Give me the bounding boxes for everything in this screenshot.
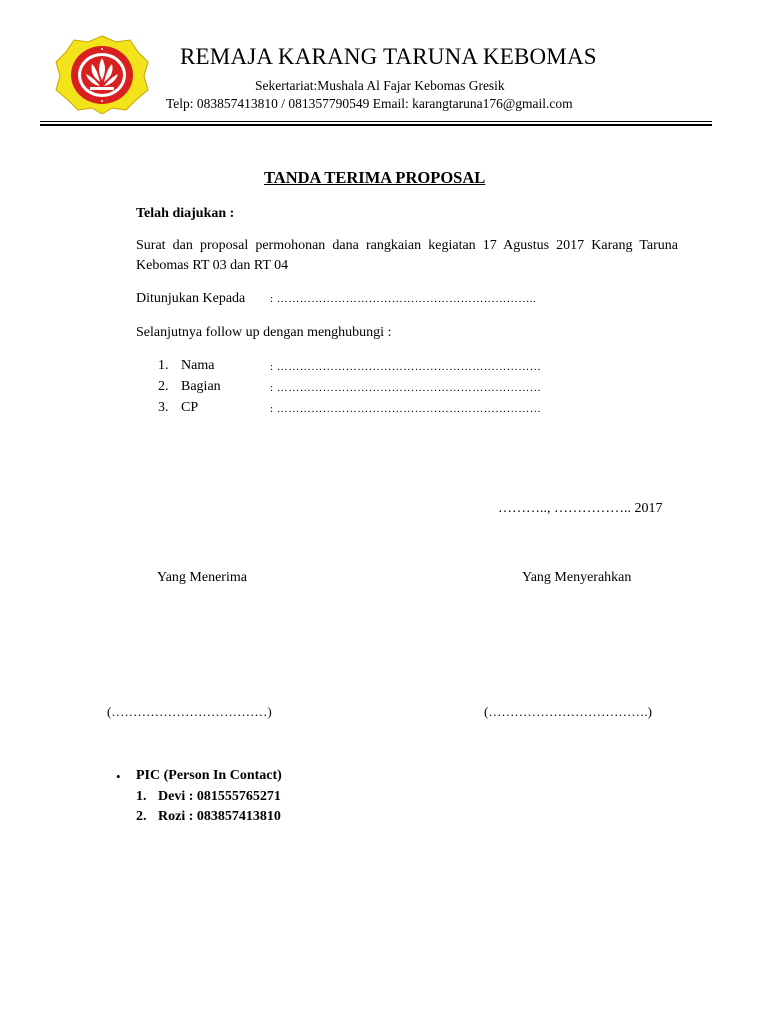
pic-item-number: 2. — [136, 809, 147, 824]
receiver-label: Yang Menerima — [157, 570, 247, 585]
directed-to-label: Ditunjukan Kepada — [136, 291, 246, 306]
pic-item-number: 1. — [136, 789, 147, 804]
giver-label: Yang Menyerahkan — [522, 570, 632, 585]
contact-item-number: 1. — [158, 358, 169, 373]
contact-item-label-cp: CP — [181, 400, 199, 415]
contact-item-value-nama: : …………………………………………………………… — [270, 361, 542, 373]
bullet-icon: • — [116, 769, 121, 784]
pic-item-rozi: Rozi : 083857413810 — [158, 809, 281, 824]
contact-item-number: 2. — [158, 379, 169, 394]
header-divider-thick — [40, 124, 712, 126]
contact-item-value-cp: : …………………………………………………………… — [270, 403, 542, 415]
contact-item-label-nama: Nama — [181, 358, 215, 373]
pic-item-devi: Devi : 081555765271 — [158, 789, 281, 804]
header-divider-thin — [40, 121, 712, 122]
directed-to-value: : ………………………………………………………….. — [270, 293, 537, 305]
place-date-line: ……….., …………….. 2017 — [498, 501, 663, 516]
proposal-description: Surat dan proposal permohonan dana rangkaian kegiatan 17 Agustus 2017 Karang Taruna Kebomas RT 03 dan RT 04 — [136, 238, 678, 273]
organization-contact: Telp: 083857413810 / 081357790549 Email: karangtaruna176@gmail.com — [166, 96, 573, 111]
organization-address: Sekertariat:Mushala Al Fajar Kebomas Gresik — [255, 78, 505, 93]
submitted-label: Telah diajukan : — [136, 206, 235, 221]
karang-taruna-emblem-icon — [54, 34, 150, 114]
contact-item-value-bagian: : …………………………………………………………… — [270, 382, 542, 394]
receiver-signature-line: (………………………………) — [107, 704, 272, 719]
organization-logo — [54, 34, 150, 114]
pic-title: PIC (Person In Contact) — [136, 768, 282, 783]
followup-label: Selanjutnya follow up dengan menghubungi : — [136, 325, 392, 340]
contact-item-number: 3. — [158, 400, 169, 415]
organization-name: REMAJA KARANG TARUNA KEBOMAS — [180, 44, 597, 69]
contact-item-label-bagian: Bagian — [181, 379, 221, 394]
document-title: TANDA TERIMA PROPOSAL — [264, 168, 486, 187]
giver-signature-line: (……………………………….) — [484, 704, 652, 719]
